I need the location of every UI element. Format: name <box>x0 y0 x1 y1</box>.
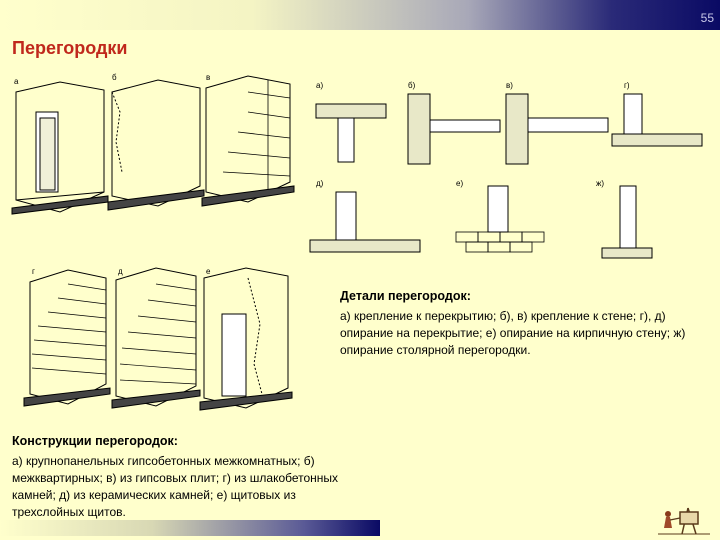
details-figure <box>306 74 706 272</box>
artist-at-easel-icon <box>654 504 714 536</box>
detail-label-g: г) <box>624 81 630 90</box>
partitions-figure-bottom <box>8 264 298 422</box>
constructions-caption-heading: Конструкции перегородок: <box>12 434 178 448</box>
figure-label-v: в <box>206 73 211 82</box>
details-caption-heading: Детали перегородок: <box>340 289 471 303</box>
top-gradient-bar <box>0 0 720 30</box>
bottom-gradient-bar <box>0 520 380 536</box>
details-caption-text: а) крепление к перекрытию; б), в) крепление к стене; г), д) опирание на перекрытие; е) опирание на кирпичную стену; ж) опирание столярной перегородки. <box>340 309 686 357</box>
page-title: Перегородки <box>12 38 128 58</box>
details-caption <box>340 288 700 359</box>
constructions-caption <box>12 433 342 521</box>
detail-label-a: а) <box>316 81 324 90</box>
detail-label-d: д) <box>316 179 324 188</box>
detail-label-e: е) <box>456 179 464 188</box>
figure-label-d: д <box>118 267 123 276</box>
figure-label-g: г <box>32 267 35 276</box>
detail-label-v: в) <box>506 81 513 90</box>
partitions-figure-top <box>8 72 298 222</box>
slide-number: 55 <box>700 11 714 25</box>
detail-label-zh: ж) <box>596 179 605 188</box>
figure-label-e: е <box>206 267 211 276</box>
figure-label-a: а <box>14 77 19 86</box>
constructions-caption-text: а) крупнопанельных гипсобетонных межкомнатных; б) межквартирных; в) из гипсовых плит; г) из шлакобетонных камней; д) из керамических камней; е) щитовых из трехслойных щитов. <box>12 454 339 519</box>
figure-label-b: б <box>112 73 117 82</box>
detail-label-b: б) <box>408 81 416 90</box>
